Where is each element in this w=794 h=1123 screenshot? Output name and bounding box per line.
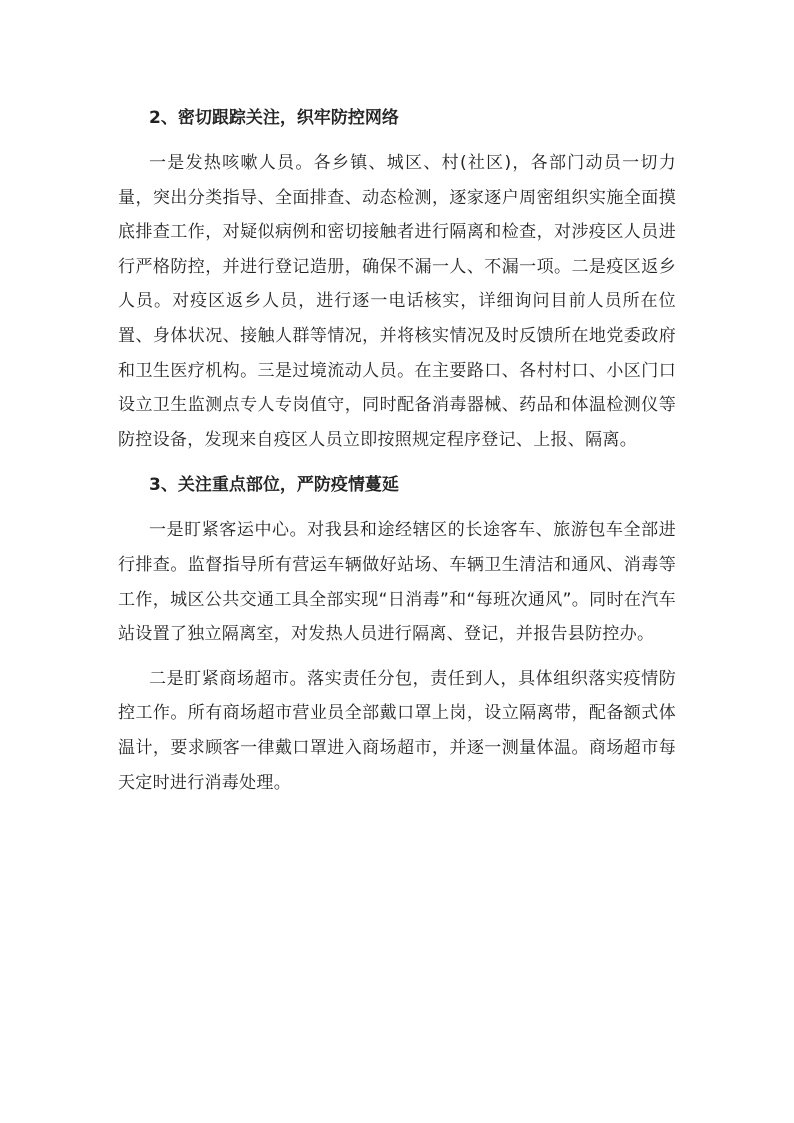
spacer (118, 136, 676, 146)
section-heading-2: 2、密切跟踪关注，织牢防控网络 (149, 108, 399, 128)
section-heading-3: 3、关注重点部位，严防疫情蔓延 (149, 475, 399, 496)
document-page (118, 100, 676, 800)
paragraph-section-2-1: 一是发热咳嗽人员。各乡镇、城区、村(社区)，各部门动员一切力量，突出分类指导、全面排查、动态检测，逐家逐户周密组织实施全面摸底排查工作，对疑似病例和密切接触者进行隔离和检查，对涉疫区人员进行严格防控，并进行登记造册，确保不漏一人、不漏一项。二是疫区返乡人员。对疫区返乡人员，进行逐一电话核实，详细询问目前人员所在位置、身体状况、接触人群等情况，并将核实情况及时反馈所在地党委政府和卫生医疗机构。三是过境流动人员。在主要路口、各村村口、小区门口设立卫生监测点专人专岗值守，同时配备消毒器械、药品和体温检测仪等防控设备，发现来自疫区人员立即按照规定程序登记、上报、隔离。 (118, 153, 676, 450)
paragraph-section-3-2: 二是盯紧商场超市。落实责任分包，责任到人，具体组织落实疫情防控工作。所有商场超市营业员全部戴口罩上岗，设立隔离带，配备额式体温计，要求顾客一律戴口罩进入商场超市，并逐一测量体温。商场超市每天定时进行消毒处理。 (118, 668, 676, 793)
spacer (118, 652, 676, 662)
spacer (118, 457, 676, 467)
spacer (118, 503, 676, 513)
paragraph-section-3-1: 一是盯紧客运中心。对我县和途经辖区的长途客车、旅游包车全部进行排查。监督指导所有营运车辆做好站场、车辆卫生清洁和通风、消毒等工作，城区公共交通工具全部实现“日消毒”和“每班次通风”。同时在汽车站设置了独立隔离室，对发热人员进行隔离、登记，并报告县防控办。 (118, 520, 676, 645)
